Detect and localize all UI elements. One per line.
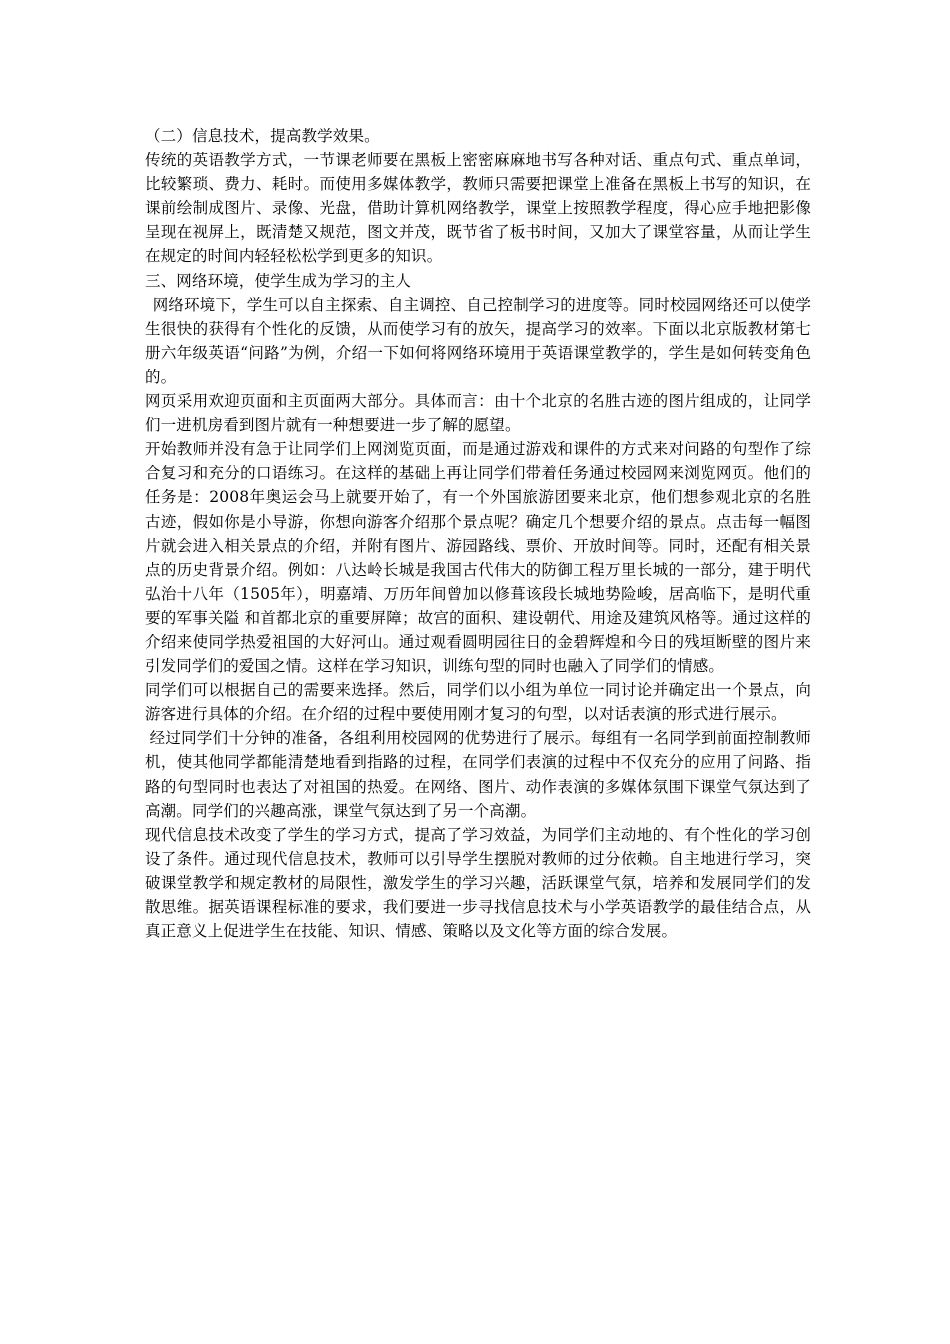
document-body bbox=[145, 124, 811, 943]
paragraph-webpage-structure: 网页采用欢迎页面和主页面两大部分。具体而言：由十个北京的名胜古迹的图片组成的，让同学们一进机房看到图片就有一种想要进一步了解的愿望。 bbox=[145, 392, 811, 435]
subsection-heading: （二）信息技术，提高教学效果。 bbox=[145, 127, 380, 145]
paragraph-traditional-teaching: 传统的英语教学方式，一节课老师要在黑板上密密麻麻地书写各种对话、重点句式、重点单词，比较繁琐、费力、耗时。而使用多媒体教学，教师只需要把课堂上准备在黑板上书写的知识，在课前绘制成图片、录像、光盘，借助计算机网络教学，课堂上按照教学程度，得心应手地把影像呈现在视屏上，既清楚又规范，图文并茂，既节省了板书时间，又加大了课堂容量，从而让学生在规定的时间内轻轻松松学到更多的知识。 bbox=[145, 151, 811, 266]
section-heading: 三、网络环境，使学生成为学习的主人 bbox=[145, 271, 412, 290]
paragraph-lesson-process: 开始教师并没有急于让同学们上网浏览页面，而是通过游戏和课件的方式来对问路的句型作了综合复习和充分的口语练习。在这样的基础上再让同学们带着任务通过校园网来浏览网页。他们的任务是：2008年奥运会马上就要开始了，有一个外国旅游团要来北京，他们想参观北京的名胜古迹，假如你是小导游，你想向游客介绍那个景点呢？确定几个想要介绍的景点。点击每一幅图片就会进入相关景点的介绍，并附有图片、游园路线、票价、开放时间等。同时，还配有相关景点的历史背景介绍。例如：八达岭长城是我国古代伟大的防御工程万里长城的一部分，建于明代弘治十八年（1505年），明嘉靖、万历年间曾加以修葺该段长城地势险峻，居高临下，是明代重要的军事关隘 和首都北京的重要屏障；故宫的面积、建设朝代、用途及建筑风格等。通过这样的介绍来使同学热爱祖国的大好河山。通过观看圆明园往日的金碧辉煌和今日的残垣断壁的图片来引发同学们的爱国之情。这样在学习知识，训练句型的同时也融入了同学们的情感。 bbox=[145, 440, 811, 676]
paragraph-network-environment: 网络环境下，学生可以自主探索、自主调控、自己控制学习的进度等。同时校园网络还可以使学生很快的获得有个性化的反馈，从而使学习有的放矢，提高学习的效率。下面以北京版教材第七册六年级英语“问路”为例，介绍一下如何将网络环境用于英语课堂教学的，学生是如何转变角色的。 bbox=[145, 295, 811, 386]
paragraph-group-choice: 同学们可以根据自己的需要来选择。然后，同学们以小组为单位一同讨论并确定出一个景点，向游客进行具体的介绍。在介绍的过程中要使用刚才复习的句型，以对话表演的形式进行展示。 bbox=[145, 681, 811, 724]
paragraph-presentation: 经过同学们十分钟的准备，各组利用校园网的优势进行了展示。每组有一名同学到前面控制教师机，使其他同学都能清楚地看到指路的过程，在同学们表演的过程中不仅充分的应用了问路、指路的句型同时也表达了对祖国的热爱。在网络、图片、动作表演的多媒体氛围下课堂气氛达到了高潮。同学们的兴趣高涨，课堂气氛达到了另一个高潮。 bbox=[145, 729, 811, 820]
paragraph-conclusion: 现代信息技术改变了学生的学习方式，提高了学习效益，为同学们主动地的、有个性化的学习创设了条件。通过现代信息技术，教师可以引导学生摆脱对教师的过分依赖。自主地进行学习，突破课堂教学和规定教材的局限性，激发学生的学习兴趣，活跃课堂气氛，培养和发展同学们的发散思维。据英语课程标准的要求，我们要进一步寻找信息技术与小学英语教学的最佳结合点，从真正意义上促进学生在技能、知识、情感、策略以及文化等方面的综合发展。 bbox=[145, 825, 811, 941]
